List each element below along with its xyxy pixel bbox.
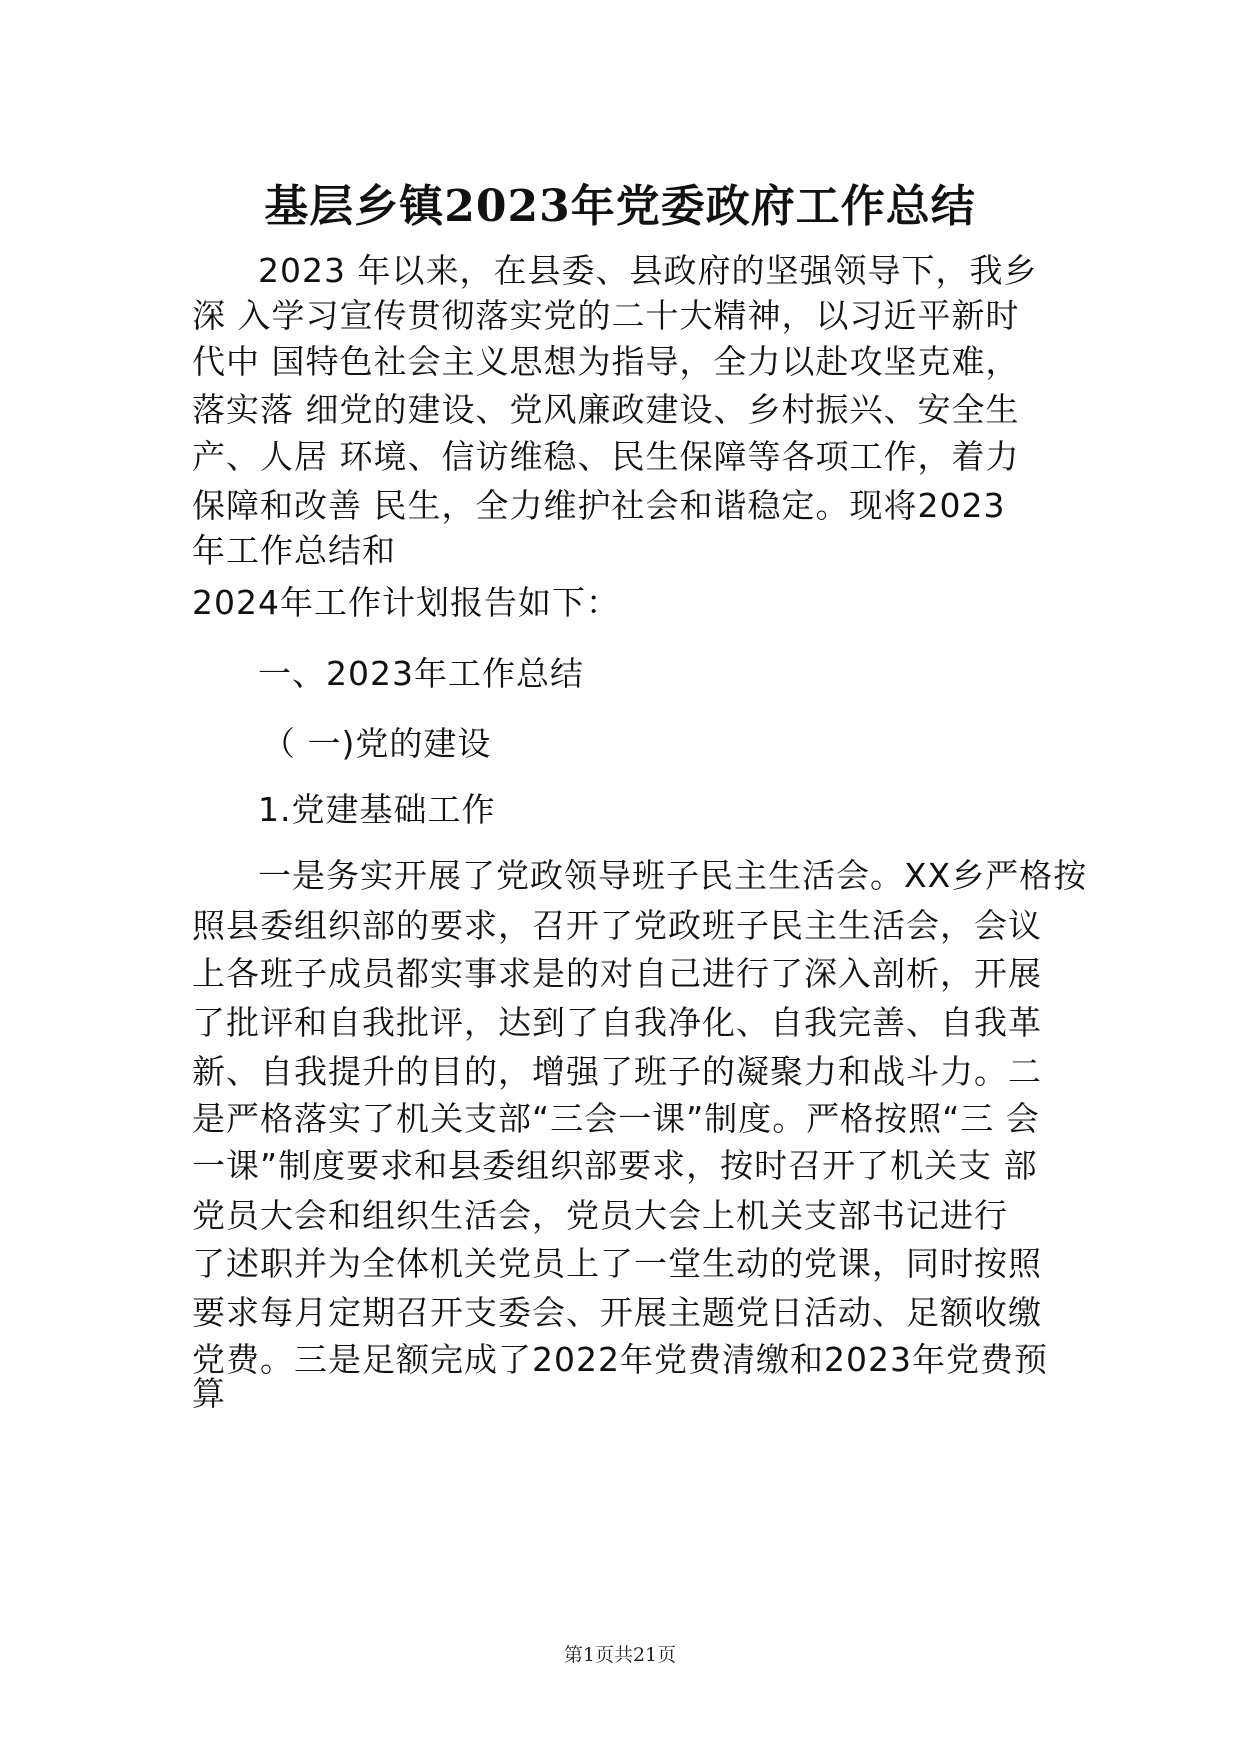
page-footer: 第1页共21页 (563, 1644, 677, 1666)
body-line: 落实落 细党的建设、党风廉政建设、乡村振兴、安全生 (192, 390, 1020, 429)
body-line: 算 (192, 1374, 226, 1413)
body-line: 产、人居 环境、信访维稳、民生保障等各项工作，着力 (192, 437, 1020, 476)
body-line: 了述职并为全体机关党员上了一堂生动的党课，同时按照 (192, 1244, 1042, 1283)
body-line: 新、自我提升的目的，增强了班子的凝聚力和战斗力。二 (192, 1052, 1042, 1091)
item-heading: 1.党建基础工作 (258, 790, 496, 829)
body-line: 是严格落实了机关支部“三会一课”制度。严格按照“三 会 (192, 1099, 1040, 1138)
section-heading: 一、2023年工作总结 (258, 654, 584, 693)
body-line: 了批评和自我批评，达到了自我净化、自我完善、自我革 (192, 1003, 1042, 1042)
document-title: 基层乡镇2023年党委政府工作总结 (264, 181, 976, 232)
body-line: 党费。三是足额完成了2022年党费清缴和2023年党费预 (192, 1340, 1048, 1379)
body-line: 代中 国特色社会主义思想为指导，全力以赴攻坚克难， (192, 342, 1020, 381)
subsection-heading: （ 一)党的建设 (262, 724, 492, 763)
body-line: 一是务实开展了党政领导班子民主生活会。XX乡严格按 (258, 856, 1088, 895)
body-line: 要求每月定期召开支委会、开展主题党日活动、足额收缴 (192, 1293, 1042, 1332)
body-line: 上各班子成员都实事求是的对自己进行了深入剖析，开展 (192, 954, 1042, 993)
body-line: 年工作总结和 (192, 531, 396, 570)
body-line: 2024年工作计划报告如下： (192, 583, 620, 622)
body-line: 保障和改善 民生，全力维护社会和谐稳定。现将2023 (192, 486, 1006, 525)
body-line: 深 入学习宣传贯彻落实党的二十大精神，以习近平新时 (192, 296, 1020, 335)
body-line: 照县委组织部的要求，召开了党政班子民主生活会，会议 (192, 906, 1042, 945)
body-line: 一课”制度要求和县委组织部要求，按时召开了机关支 部 (192, 1146, 1038, 1185)
body-line: 党员大会和组织生活会，党员大会上机关支部书记进行 (192, 1196, 1008, 1235)
body-line: 2023 年以来，在县委、县政府的坚强领导下，我乡 (258, 251, 1038, 290)
